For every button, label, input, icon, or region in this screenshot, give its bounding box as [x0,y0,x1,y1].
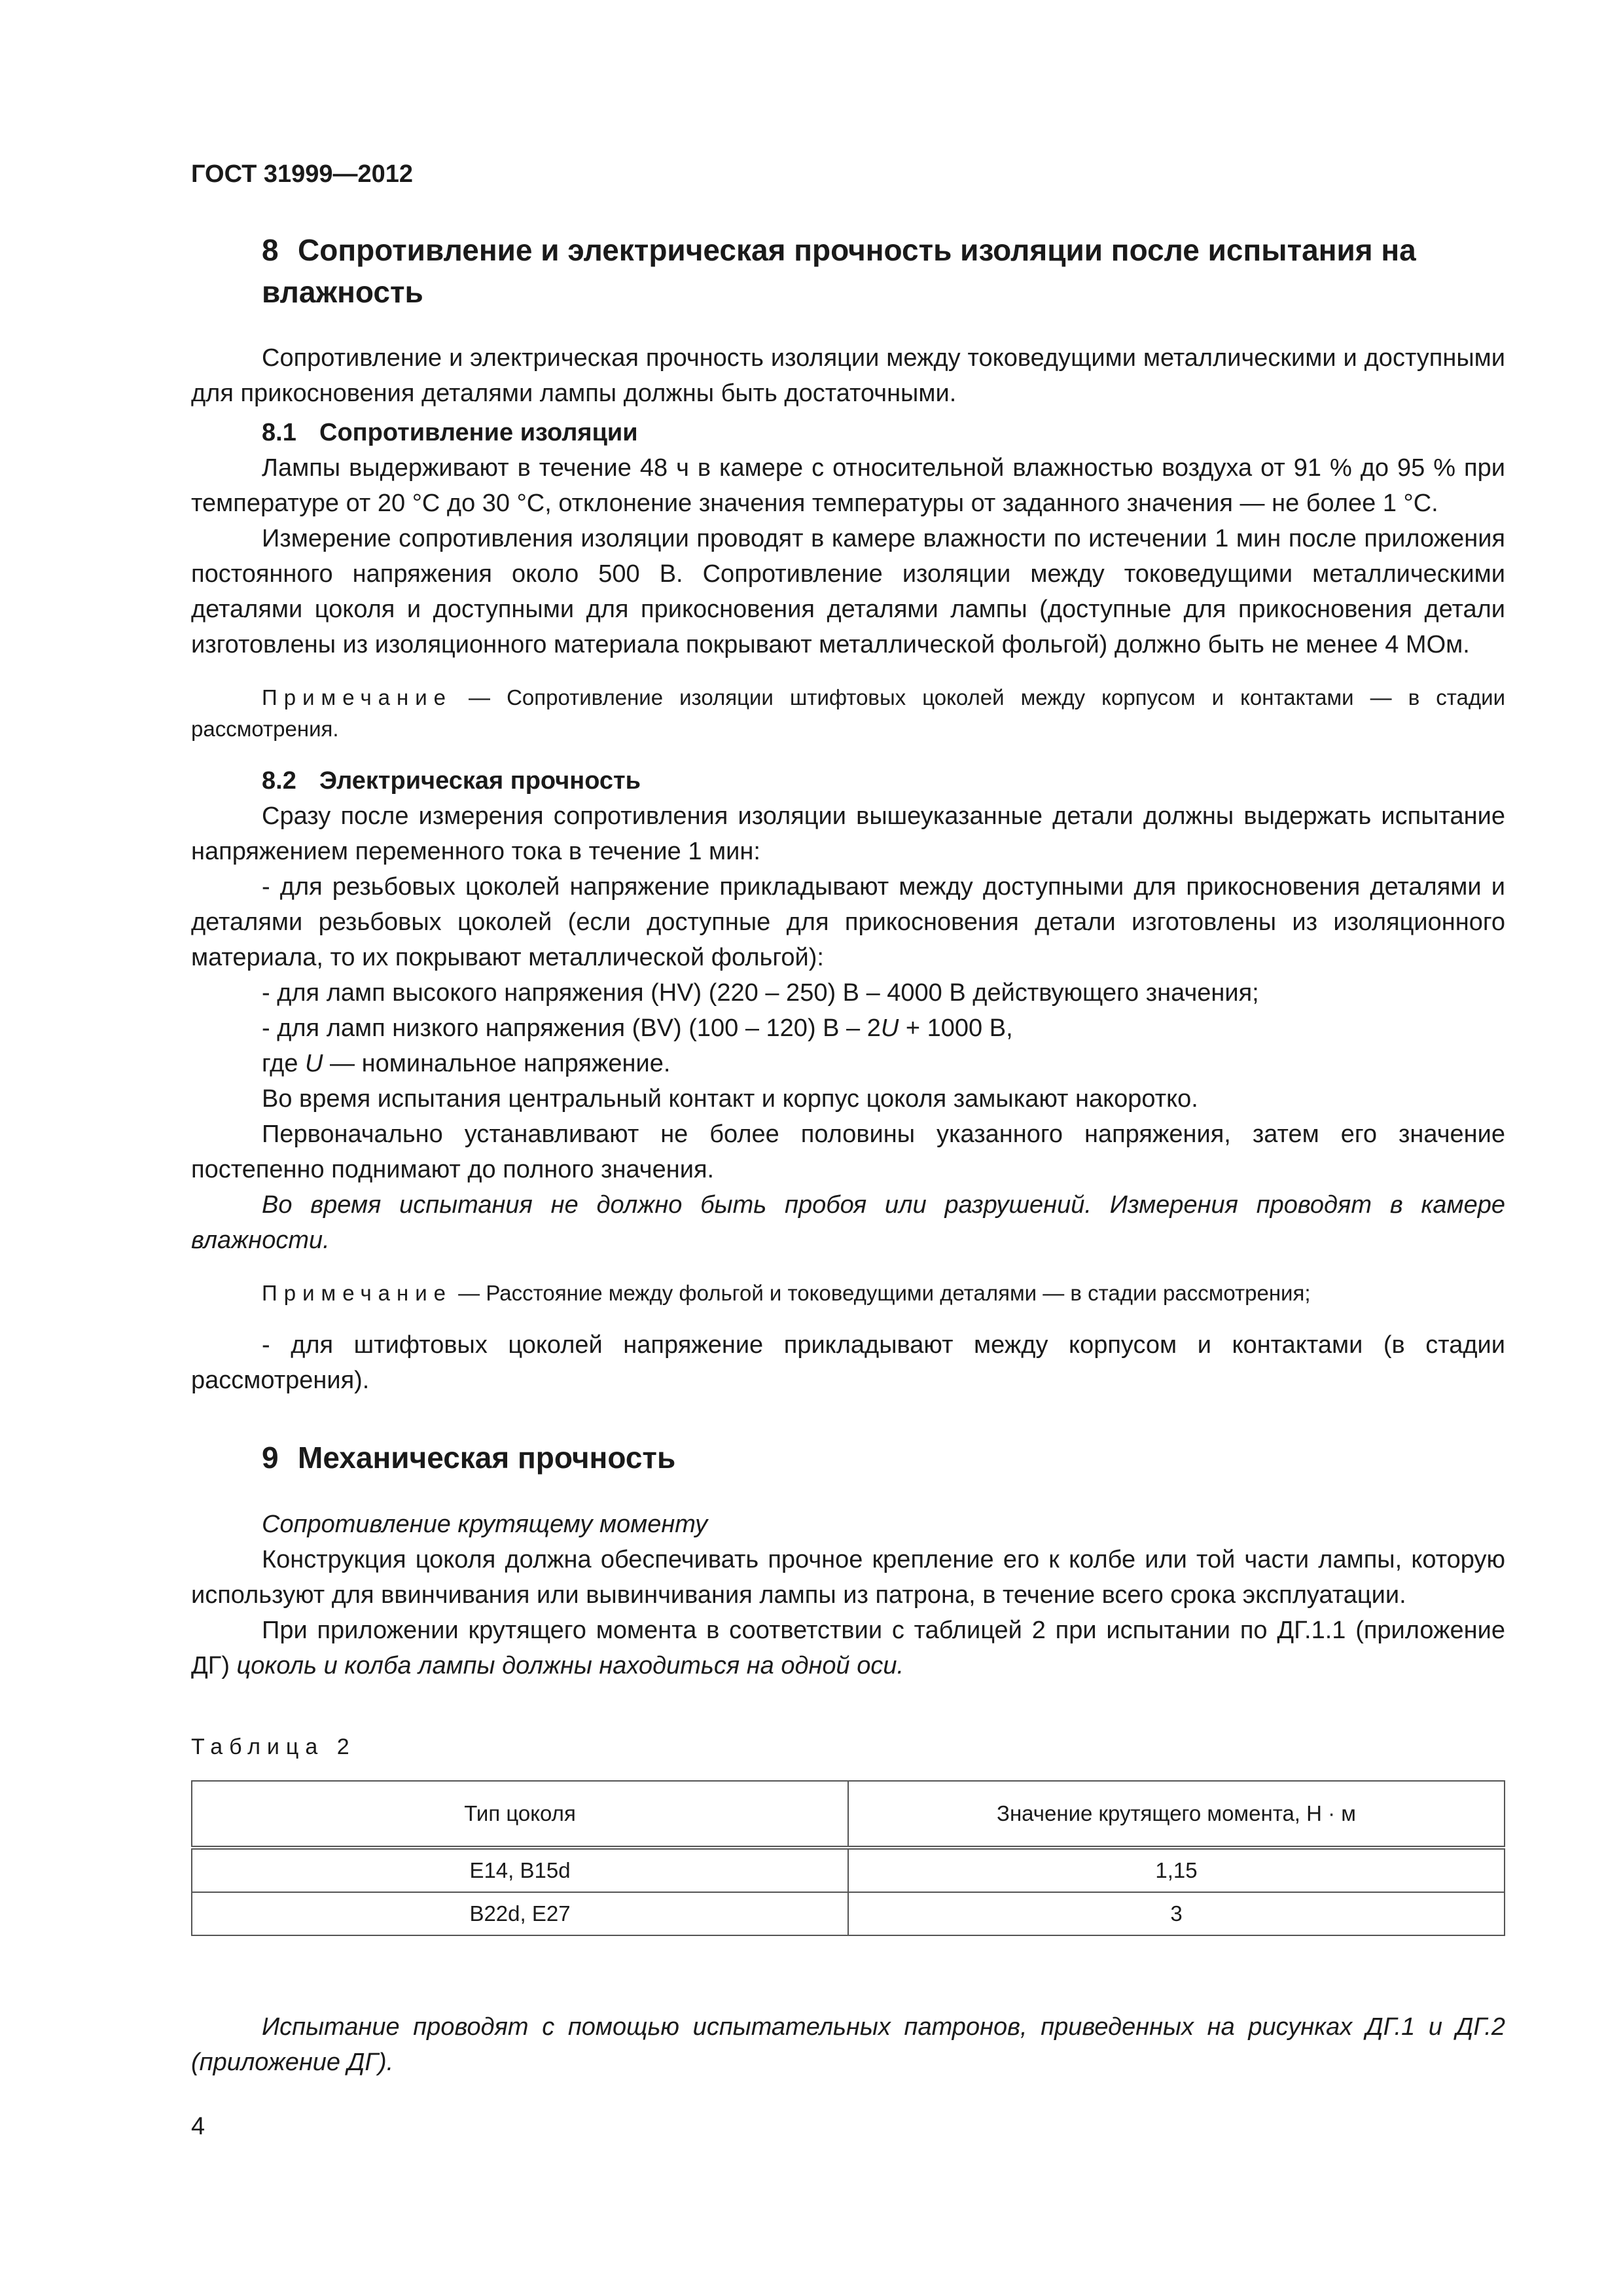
section-9-body [191,1507,1505,1683]
paragraph: Сразу после измерения сопротивления изоляции вышеуказанные детали должны выдержать испытание напряжением переменного тока в течение 1 мин: [191,802,1505,865]
table-row [192,1892,1505,1935]
table-header-row [192,1781,1505,1848]
section-8-intro: Сопротивление и электрическая прочность изоляции между токоведущими металлическими и доступными для прикосновения деталями лампы должны быть достаточными. [191,344,1505,407]
table-header-cell: Значение крутящего момента, Н · м [848,1781,1505,1848]
table-followup-paragraph: Испытание проводят с помощью испытательных патронов, приведенных на рисунках ДГ.1 и ДГ.2 (приложение ДГ). [191,2013,1505,2076]
paragraph-text: где [262,1050,306,1077]
section-9-title: Механическая прочность [298,1441,676,1475]
document-header: ГОСТ 31999—2012 [191,160,414,188]
section-8-body [191,340,1505,1398]
paragraph-text: При приложении крутящего момента в соответствии с таблицей 2 при испытании по ДГ.1.1 (приложение ДГ) [191,1617,1505,1679]
variable-u: U [880,1014,899,1042]
section-9-heading [262,1437,1505,1479]
table-cell: E14, B15d [192,1848,848,1892]
note-label: Примечание [262,685,453,709]
subsection-8-2-number: 8.2 [262,767,296,795]
paragraph: Измерение сопротивления изоляции проводят в камере влажности по истечении 1 мин после приложения постоянного напряжения около 500 В. Сопротивление изоляции между токоведущими металлическими деталями цоколя и доступными для прикосновения деталями лампы (доступные для прикосновения детали изготовлены из изоляционного материала покрывают металлической фольгой) должно быть не менее 4 МОм. [191,525,1505,658]
variable-u: U [305,1050,323,1077]
subsection-8-1-title: Сопротивление изоляции [319,419,638,446]
section-8-title: Сопротивление и электрическая прочность изоляции после испытания на влажность [262,233,1416,309]
subsection-8-2-heading [191,763,1505,798]
table-caption: Таблица 2 [191,1734,356,1759]
table-cell: 1,15 [848,1848,1505,1892]
subsection-8-2-title: Электрическая прочность [319,767,641,795]
note [191,1278,1505,1309]
paragraph-text: цоколь и колба лампы должны находиться на одной оси. [236,1652,904,1679]
table-cell: 3 [848,1892,1505,1935]
section-8-number: 8 [262,233,279,267]
list-item-text: + 1000 В, [899,1014,1013,1042]
paragraph: Лампы выдерживают в течение 48 ч в камере с относительной влажностью воздуха от 91 % до 95 % при температуре от 20 °С до 30 °С, отклонение значения температуры от заданного значения — не более 1 °С. [191,454,1505,517]
table-header-cell: Тип цоколя [192,1781,848,1848]
torque-table [191,1780,1505,1936]
list-item: - для резьбовых цоколей напряжение прикладывают между доступными для прикосновения деталями и деталями резьбовых цоколей (если доступные для прикосновения детали изготовлены из изоляционного материала, то их покрывают металлической фольгой): [191,873,1505,971]
list-item-text: - для ламп низкого напряжения (BV) (100 – 120) В – 2 [262,1014,881,1042]
list-item [191,1011,1505,1046]
list-item: - для штифтовых цоколей напряжение прикладывают между корпусом и контактами (в стадии рассмотрения). [191,1331,1505,1394]
section-9-number: 9 [262,1441,279,1475]
list-item: - для ламп высокого напряжения (HV) (220 – 250) В – 4000 В действующего значения; [262,979,1259,1007]
paragraph: Во время испытания не должно быть пробоя или разрушений. Измерения проводят в камере влажности. [191,1191,1505,1254]
paragraph [191,1046,1505,1081]
subsection-8-1-heading [191,415,1505,450]
table-cell: B22d, E27 [192,1892,848,1935]
note-text: — Расстояние между фольгой и токоведущими деталями — в стадии рассмотрения; [452,1281,1311,1305]
paragraph: Первоначально устанавливают не более половины указанного напряжения, затем его значение постепенно поднимают до полного значения. [191,1121,1505,1183]
note-label: Примечание [262,1281,453,1305]
note-text: — Сопротивление изоляции штифтовых цоколей между корпусом и контактами — в стадии рассмотрения. [191,685,1505,741]
page-number: 4 [191,2113,205,2140]
section-9-subtitle: Сопротивление крутящему моменту [262,1511,708,1538]
paragraph: Конструкция цоколя должна обеспечивать прочное крепление его к колбе или той части лампы, которую используют для ввинчивания или вывинчивания лампы из патрона, в течение всего срока эксплуатации. [191,1546,1505,1609]
section-8-heading [262,229,1505,313]
paragraph-text: — номинальное напряжение. [323,1050,671,1077]
paragraph: Во время испытания центральный контакт и корпус цоколя замыкают накоротко. [262,1085,1198,1113]
subsection-8-1-number: 8.1 [262,419,296,446]
note [191,682,1505,745]
paragraph [191,1613,1505,1683]
table-row [192,1848,1505,1892]
